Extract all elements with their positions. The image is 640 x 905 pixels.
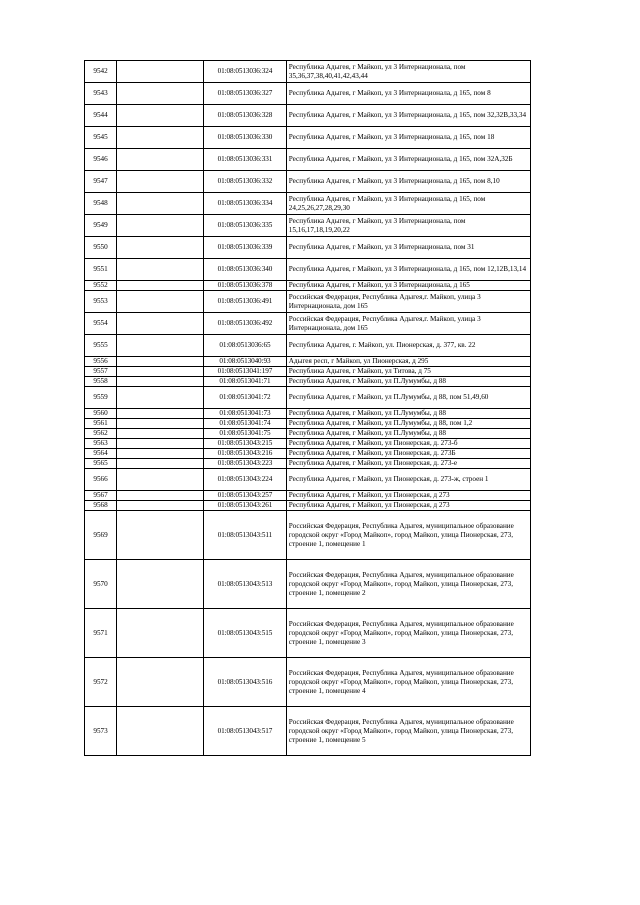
- cadastral-number: 01:08:0513036:491: [204, 291, 287, 313]
- cadastral-number: 01:08:0513043:513: [204, 560, 287, 609]
- address: Республика Адыгея, г Майкоп, ул Титова, д 75: [286, 367, 530, 377]
- table-row: [85, 237, 531, 259]
- cadastral-number: 01:08:0513041:197: [204, 367, 287, 377]
- empty-cell: [117, 449, 204, 459]
- address: Республика Адыгея, г Майкоп, ул П.Лумумбы, д 88, пом 1,2: [286, 419, 530, 429]
- table-row: [85, 459, 531, 469]
- table-row: [85, 501, 531, 511]
- row-number: 9555: [85, 335, 117, 357]
- address: Республика Адыгея, г Майкоп, ул 3 Интернационала, д 165, пом 32А,32Б: [286, 149, 530, 171]
- row-number: 9570: [85, 560, 117, 609]
- registry-table: [84, 60, 531, 756]
- address: Республика Адыгея, г Майкоп, ул П.Лумумбы, д 88: [286, 429, 530, 439]
- cadastral-number: 01:08:0513036:340: [204, 259, 287, 281]
- row-number: 9543: [85, 83, 117, 105]
- empty-cell: [117, 127, 204, 149]
- table-row: [85, 259, 531, 281]
- address: Российская Федерация, Республика Адыгея, муниципальное образование городской округ «Город Майкоп», город Майкоп, улица Пионерская, 273, строение 1, помещение 1: [286, 511, 530, 560]
- cadastral-number: 01:08:0513041:71: [204, 377, 287, 387]
- empty-cell: [117, 367, 204, 377]
- cadastral-number: 01:08:0513036:339: [204, 237, 287, 259]
- cadastral-number: 01:08:0513043:515: [204, 609, 287, 658]
- table-row: [85, 609, 531, 658]
- cadastral-number: 01:08:0513043:215: [204, 439, 287, 449]
- table-row: [85, 367, 531, 377]
- cadastral-number: 01:08:0513043:224: [204, 469, 287, 491]
- empty-cell: [117, 469, 204, 491]
- row-number: 9565: [85, 459, 117, 469]
- empty-cell: [117, 149, 204, 171]
- row-number: 9556: [85, 357, 117, 367]
- row-number: 9551: [85, 259, 117, 281]
- address: Республика Адыгея, г Майкоп, ул 3 Интернационала, д 165, пом 24,25,26,27,28,29,30: [286, 193, 530, 215]
- cadastral-number: 01:08:0513036:331: [204, 149, 287, 171]
- address: Республика Адыгея, г Майкоп, ул 3 Интернационала, пом 35,36,37,38,40,41,42,43,44: [286, 61, 530, 83]
- row-number: 9548: [85, 193, 117, 215]
- empty-cell: [117, 171, 204, 193]
- table-row: [85, 377, 531, 387]
- cadastral-number: 01:08:0513043:516: [204, 658, 287, 707]
- cadastral-number: 01:08:0513036:65: [204, 335, 287, 357]
- empty-cell: [117, 560, 204, 609]
- empty-cell: [117, 313, 204, 335]
- table-row: [85, 419, 531, 429]
- table-row: [85, 193, 531, 215]
- table-row: [85, 387, 531, 409]
- cadastral-number: 01:08:0513036:324: [204, 61, 287, 83]
- address: Республика Адыгея, г Майкоп, ул Пионерская, д 273: [286, 491, 530, 501]
- address: Республика Адыгея, г Майкоп, ул 3 Интернационала, д 165, пом 12,12В,13,14: [286, 259, 530, 281]
- table-row: [85, 357, 531, 367]
- empty-cell: [117, 215, 204, 237]
- row-number: 9547: [85, 171, 117, 193]
- table-row: [85, 281, 531, 291]
- row-number: 9572: [85, 658, 117, 707]
- row-number: 9550: [85, 237, 117, 259]
- empty-cell: [117, 105, 204, 127]
- row-number: 9549: [85, 215, 117, 237]
- cadastral-number: 01:08:0513041:75: [204, 429, 287, 439]
- empty-cell: [117, 193, 204, 215]
- cadastral-number: 01:08:0513043:517: [204, 707, 287, 756]
- table-row: [85, 171, 531, 193]
- cadastral-number: 01:08:0513036:335: [204, 215, 287, 237]
- row-number: 9571: [85, 609, 117, 658]
- address: Республика Адыгея, г Майкоп, ул Пионерская, д. 273-е: [286, 459, 530, 469]
- cadastral-number: 01:08:0513036:332: [204, 171, 287, 193]
- empty-cell: [117, 459, 204, 469]
- address: Республика Адыгея, г Майкоп, ул П.Лумумбы, д 88, пом 51,49,60: [286, 387, 530, 409]
- table-row: [85, 707, 531, 756]
- empty-cell: [117, 291, 204, 313]
- address: Республика Адыгея, г Майкоп, ул 3 Интернационала, д 165, пом 8: [286, 83, 530, 105]
- row-number: 9559: [85, 387, 117, 409]
- address: Республика Адыгея, г Майкоп, ул 3 Интернационала, д 165, пом 18: [286, 127, 530, 149]
- address: Российская Федерация, Республика Адыгея, муниципальное образование городской округ «Город Майкоп», город Майкоп, улица Пионерская, 273, строение 1, помещение 3: [286, 609, 530, 658]
- empty-cell: [117, 429, 204, 439]
- table-row: [85, 61, 531, 83]
- address: Российская Федерация, Республика Адыгея, муниципальное образование городской округ «Город Майкоп», город Майкоп, улица Пионерская, 273, строение 1, помещение 2: [286, 560, 530, 609]
- empty-cell: [117, 335, 204, 357]
- address: Республика Адыгея, г Майкоп, ул 3 Интернационала, пом 31: [286, 237, 530, 259]
- cadastral-number: 01:08:0513041:72: [204, 387, 287, 409]
- address: Республика Адыгея, г. Майкоп, ул. Пионерская, д. 377, кв. 22: [286, 335, 530, 357]
- cadastral-number: 01:08:0513036:328: [204, 105, 287, 127]
- address: Республика Адыгея, г Майкоп, ул Пионерская, д. 273-б: [286, 439, 530, 449]
- table-row: [85, 313, 531, 335]
- address: Республика Адыгея, г Майкоп, ул П.Лумумбы, д 88: [286, 409, 530, 419]
- address: Российская Федерация, Республика Адыгея, муниципальное образование городской округ «Город Майкоп», город Майкоп, улица Пионерская, 273, строение 1, помещение 4: [286, 658, 530, 707]
- address: Республика Адыгея, г Майкоп, ул 3 Интернационала, пом 15,16,17,18,19,20,22: [286, 215, 530, 237]
- table-row: [85, 429, 531, 439]
- cadastral-number: 01:08:0513043:216: [204, 449, 287, 459]
- cadastral-number: 01:08:0513043:257: [204, 491, 287, 501]
- row-number: 9563: [85, 439, 117, 449]
- empty-cell: [117, 419, 204, 429]
- empty-cell: [117, 439, 204, 449]
- cadastral-number: 01:08:0513036:330: [204, 127, 287, 149]
- row-number: 9573: [85, 707, 117, 756]
- table-row: [85, 409, 531, 419]
- address: Республика Адыгея, г Майкоп, ул 3 Интернационала, д 165: [286, 281, 530, 291]
- table-row: [85, 127, 531, 149]
- address: Адыгея респ, г Майкоп, ул Пионерская, д 295: [286, 357, 530, 367]
- empty-cell: [117, 259, 204, 281]
- table-row: [85, 105, 531, 127]
- row-number: 9560: [85, 409, 117, 419]
- row-number: 9545: [85, 127, 117, 149]
- row-number: 9553: [85, 291, 117, 313]
- cadastral-number: 01:08:0513036:492: [204, 313, 287, 335]
- row-number: 9564: [85, 449, 117, 459]
- registry-table-body: [85, 61, 531, 756]
- row-number: 9542: [85, 61, 117, 83]
- cadastral-number: 01:08:0513036:334: [204, 193, 287, 215]
- empty-cell: [117, 501, 204, 511]
- cadastral-number: 01:08:0513041:74: [204, 419, 287, 429]
- row-number: 9554: [85, 313, 117, 335]
- row-number: 9552: [85, 281, 117, 291]
- table-row: [85, 511, 531, 560]
- table-row: [85, 335, 531, 357]
- empty-cell: [117, 83, 204, 105]
- empty-cell: [117, 281, 204, 291]
- empty-cell: [117, 387, 204, 409]
- row-number: 9567: [85, 491, 117, 501]
- cadastral-number: 01:08:0513036:327: [204, 83, 287, 105]
- cadastral-number: 01:08:0513043:511: [204, 511, 287, 560]
- address: Республика Адыгея, г Майкоп, ул Пионерская, д. 273Б: [286, 449, 530, 459]
- empty-cell: [117, 707, 204, 756]
- table-row: [85, 291, 531, 313]
- table-row: [85, 439, 531, 449]
- row-number: 9566: [85, 469, 117, 491]
- table-row: [85, 215, 531, 237]
- row-number: 9558: [85, 377, 117, 387]
- table-row: [85, 149, 531, 171]
- empty-cell: [117, 491, 204, 501]
- cadastral-number: 01:08:0513041:73: [204, 409, 287, 419]
- table-row: [85, 491, 531, 501]
- table-row: [85, 658, 531, 707]
- row-number: 9561: [85, 419, 117, 429]
- row-number: 9568: [85, 501, 117, 511]
- empty-cell: [117, 61, 204, 83]
- empty-cell: [117, 511, 204, 560]
- row-number: 9562: [85, 429, 117, 439]
- cadastral-number: 01:08:0513043:223: [204, 459, 287, 469]
- address: Российская Федерация, Республика Адыгея,г. Майкоп, улица 3 Интернационала, дом 165: [286, 313, 530, 335]
- table-row: [85, 83, 531, 105]
- empty-cell: [117, 237, 204, 259]
- address: Российская Федерация, Республика Адыгея, муниципальное образование городской округ «Город Майкоп», город Майкоп, улица Пионерская, 273, строение 1, помещение 5: [286, 707, 530, 756]
- address: Республика Адыгея, г Майкоп, ул 3 Интернационала, д 165, пом 8,10: [286, 171, 530, 193]
- cadastral-number: 01:08:0513040:93: [204, 357, 287, 367]
- table-row: [85, 560, 531, 609]
- empty-cell: [117, 658, 204, 707]
- empty-cell: [117, 377, 204, 387]
- cadastral-number: 01:08:0513043:261: [204, 501, 287, 511]
- address: Российская Федерация, Республика Адыгея,г. Майкоп, улица 3 Интернационала, дом 165: [286, 291, 530, 313]
- empty-cell: [117, 409, 204, 419]
- row-number: 9546: [85, 149, 117, 171]
- address: Республика Адыгея, г Майкоп, ул Пионерская, д. 273-ж, строен 1: [286, 469, 530, 491]
- row-number: 9557: [85, 367, 117, 377]
- empty-cell: [117, 357, 204, 367]
- address: Республика Адыгея, г Майкоп, ул Пионерская, д 273: [286, 501, 530, 511]
- cadastral-number: 01:08:0513036:378: [204, 281, 287, 291]
- row-number: 9569: [85, 511, 117, 560]
- row-number: 9544: [85, 105, 117, 127]
- table-row: [85, 469, 531, 491]
- empty-cell: [117, 609, 204, 658]
- address: Республика Адыгея, г Майкоп, ул 3 Интернационала, д 165, пом 32,32В,33,34: [286, 105, 530, 127]
- address: Республика Адыгея, г Майкоп, ул П.Лумумбы, д 88: [286, 377, 530, 387]
- table-row: [85, 449, 531, 459]
